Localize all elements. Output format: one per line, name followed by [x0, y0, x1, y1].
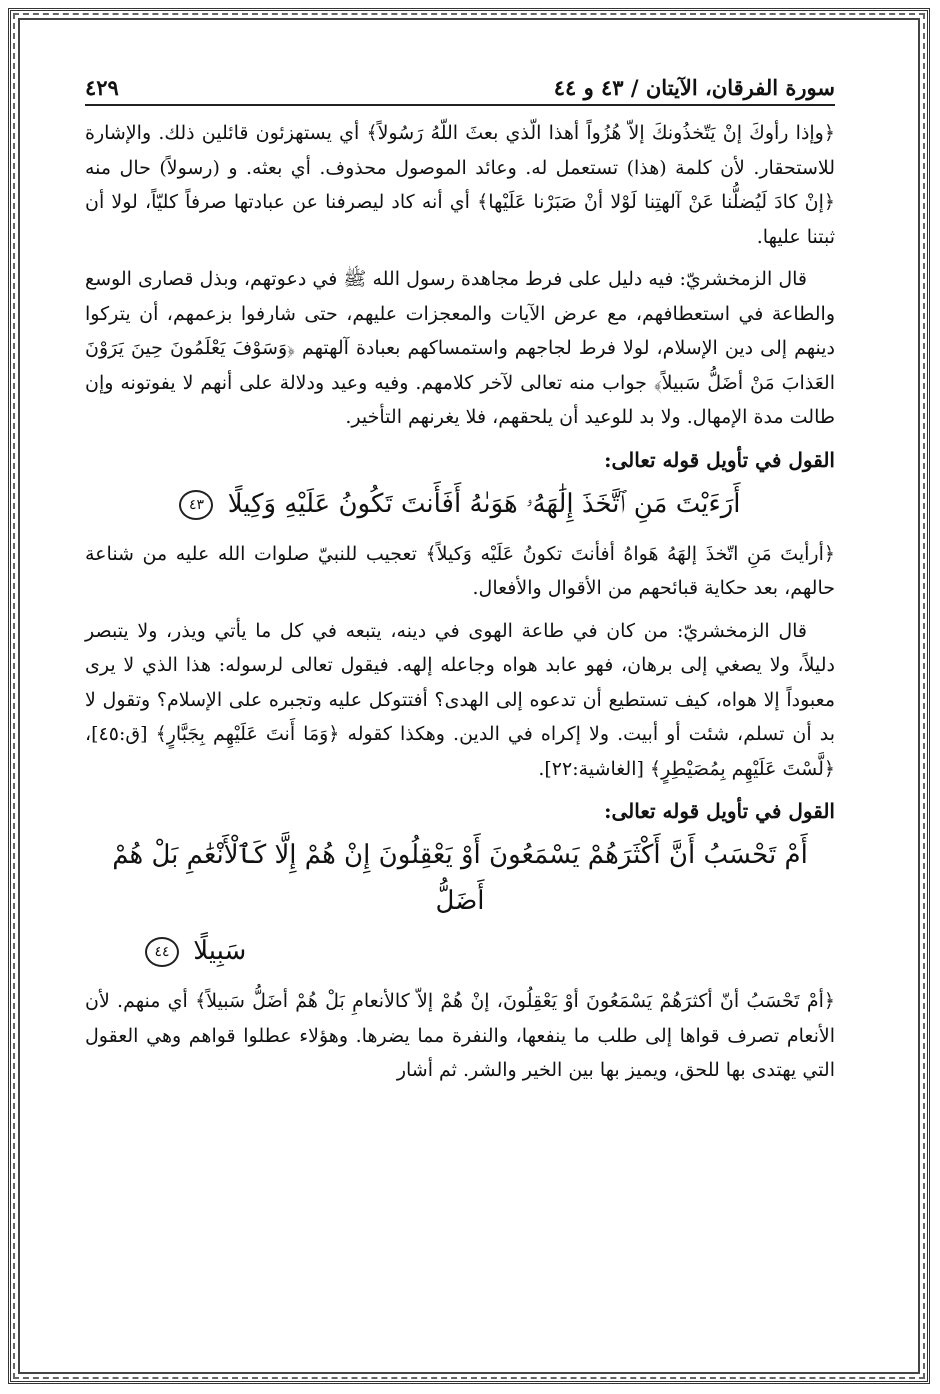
paragraph: ﴿أرأيتَ مَنِ اتّخذَ إلهَهُ هَواهُ أفأنتَ تكونُ عَلَيْه وَكيلاً﴾ تعجيب للنبيّ صلوات الله عليه من شناعة حالهم، بعد حكاية قبائحهم من الأقوال والأفعال. — [85, 542, 835, 599]
quran-verse — [85, 832, 835, 924]
section-heading: القول في تأويل قوله تعالى: — [604, 799, 835, 823]
paragraph: قال الزمخشريّ: فيه دليل على فرط مجاهدة رسول الله ﷺ في دعوتهم، وبذل قصارى الوسع والطاعة في استعطافهم، مع عرض الآيات والمعجزات عليهم، حتى شارفوا بزعمهم، أن يتركوا دينهم إلى دين الإسلام، لولا فرط لجاجهم واستمساكهم بعبادة آلهتهم ﴿وَسَوْفَ يَعْلَمُونَ حِينَ يَرَوْنَ العَذابَ مَنْ أضَلُّ سَبيلاً﴾ جواب منه تعالى لآخر كلامهم. وفيه وعيد ودلالة على أنهم لا يفوتونه وإن طالت مدة الإمهال. ولا بد للوعيد أن يلحقهم، فلا يغرنهم التأخير. — [85, 268, 835, 428]
chapter-title: سورة الفرقان، الآيتان / ٤٣ و ٤٤ — [553, 75, 835, 100]
section-heading: القول في تأويل قوله تعالى: — [604, 447, 835, 472]
ayah-number-marker: ٤٤ — [145, 937, 179, 967]
paragraph: ﴿وإذا رأوكَ إنْ يَتّخذُونكَ إلاّ هُزُواً أهذا الّذي بعثَ اللّهُ رَسُولاً﴾ أي يستهزئون قائلين ذلك. والإشارة للاستحقار. لأن كلمة (هذا) تستعمل له. وعائد الموصول محذوف. أي بعثه. و (رسولاً) حال منه ﴿إنْ كادَ لَيُضلُّنا عَنْ آلهتِنا لَوْلا أنْ صَبَرْنا عَلَيْها﴾ أي أنه كاد ليصرفنا عن عبادتها صرفاً كليّاً، لولا أن ثبتنا عليها. — [85, 122, 835, 248]
page-content — [85, 62, 835, 1342]
quran-verse — [85, 481, 835, 527]
running-header — [85, 62, 835, 106]
ayah-number-marker: ٤٣ — [179, 490, 213, 520]
verse-text: أَمْ تَحْسَبُ أَنَّ أَكْثَرَهُمْ يَسْمَعُونَ أَوْ يَعْقِلُونَ إِنْ هُمْ إِلَّا كَٱلْأَنْعَٰمِ بَلْ هُمْ أَضَلُّ — [112, 840, 808, 916]
quran-verse-continuation — [85, 928, 835, 974]
verse-text: سَبِيلًا — [193, 936, 247, 966]
paragraph: قال الزمخشريّ: من كان في طاعة الهوى في دينه، يتبعه في كل ما يأتي ويذر، ولا يتبصر دليلاً، ولا يصغي إلى برهان، فهو عابد هواه وجاعله إلهه. فيقول تعالى لرسوله: هذا الذي لا يرى معبوداً إلا هواه، كيف تستطيع أن تدعوه إلى الهدى؟ أفتتوكل عليه وتجبره على الإسلام؟ وتقول لا بد أن تسلم، شئت أو أبيت. ولا إكراه في الدين. وهكذا كقوله ﴿وَمَا أَنتَ عَلَيْهِم بِجَبَّارٍ﴾ [ق:٤٥]، ﴿لَّسْتَ عَلَيْهِم بِمُصَيْطِرٍ﴾ [الغاشية:٢٢]. — [85, 619, 835, 780]
page-number: ٤٢٩ — [85, 75, 119, 100]
paragraph: ﴿أمْ تَحْسَبُ أنّ أكثرَهُمْ يَسْمَعُونَ أوْ يَعْقِلُونَ، إنْ هُمْ إلاّ كالأنعامِ بَلْ هُمْ أضَلُّ سَبيلاً﴾ أي منهم. لأن الأنعام تصرف قواها إلى طلب ما ينفعها، والنفرة مما يضرها. وهؤلاء عطلوا قواهم وهي العقول التي يهتدى بها للحق، ويميز بها بين الخير والشر. ثم أشار — [85, 990, 835, 1081]
verse-text: أَرَءَيْتَ مَنِ ٱتَّخَذَ إِلَٰهَهُۥ هَوَىٰهُ أَفَأَنتَ تَكُونُ عَلَيْهِ وَكِيلًا — [227, 488, 741, 519]
